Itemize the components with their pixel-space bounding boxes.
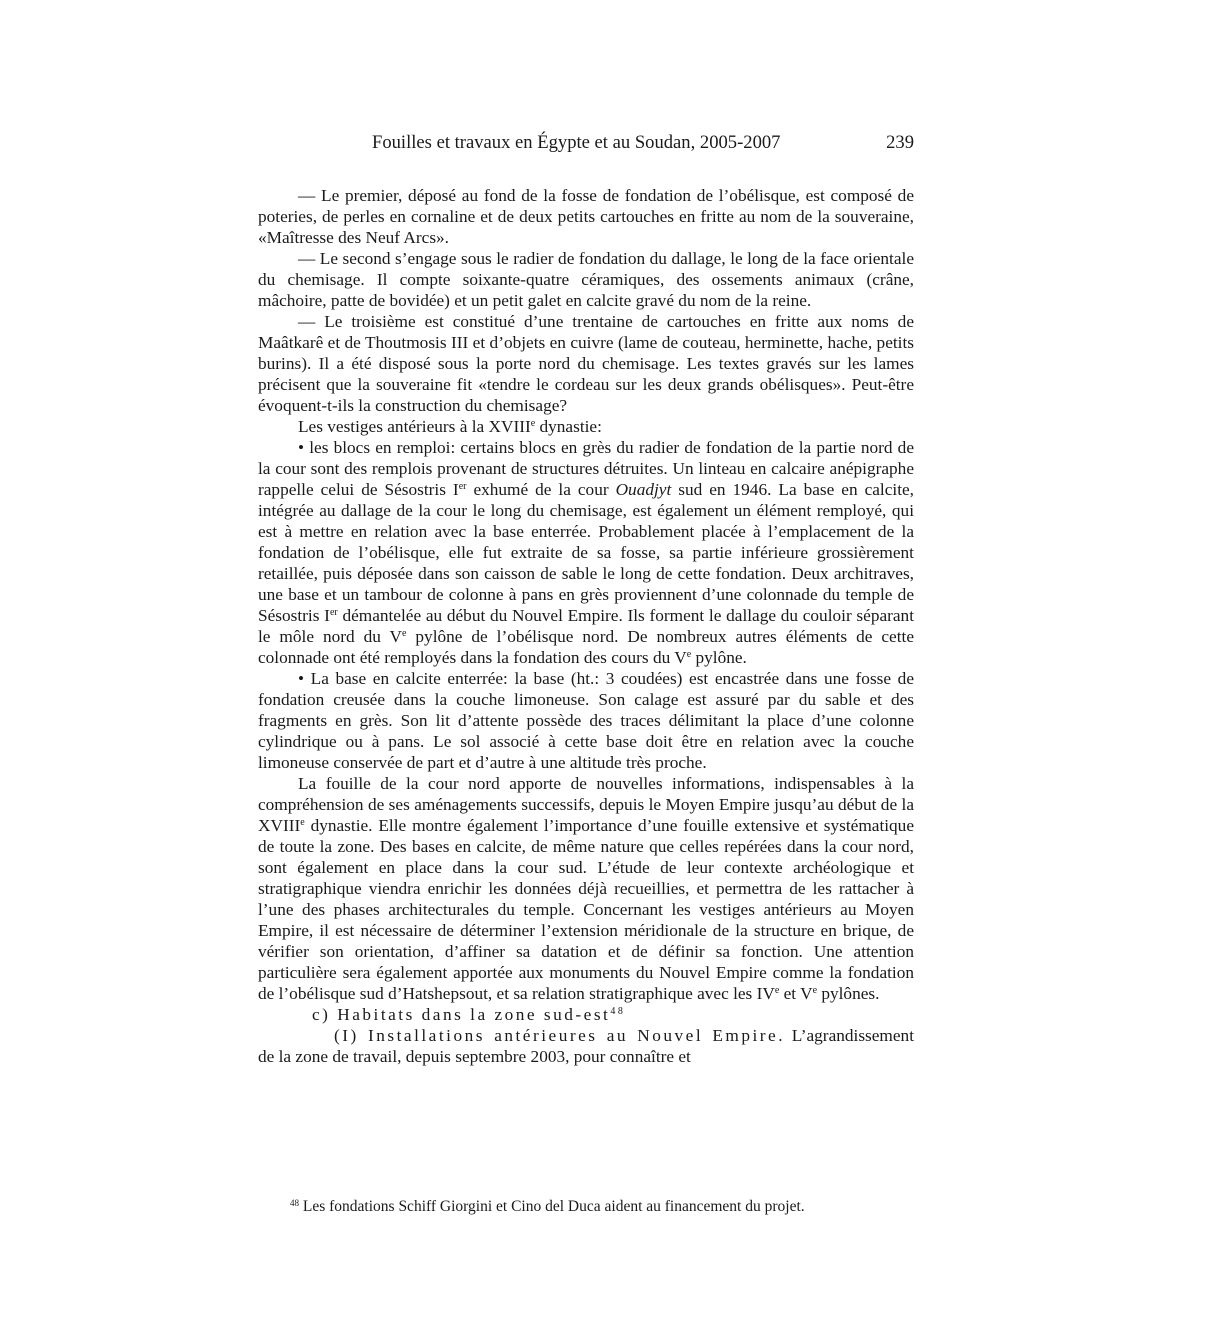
text-run: Les vestiges antérieurs à la XVIII <box>298 417 531 436</box>
footnote-text: Les fondations Schiff Giorgini et Cino del Duca aident au financement du projet. <box>302 1198 805 1215</box>
superscript: e <box>686 649 692 660</box>
text-run: pylônes. <box>817 984 880 1003</box>
text-run: La fouille de la cour nord apporte de nouvelles informations, indispensables à la compréhension de ses aménagements successifs, depuis le Moyen Empire jusqu’au début de la XVIII <box>258 774 914 835</box>
subheading: (I) Installations antérieures au Nouvel Empire. <box>334 1026 786 1045</box>
superscript: e <box>300 817 305 828</box>
text-run: L’agrandissement de la zone de travail, depuis septembre 2003, pour connaître et <box>258 1026 914 1066</box>
superscript: e <box>402 628 407 639</box>
text-run: exhumé de la cour <box>466 480 616 499</box>
superscript: er <box>329 607 338 618</box>
paragraph-earlier-remains <box>258 416 914 437</box>
superscript: e <box>812 985 818 996</box>
text-run: et V <box>779 984 813 1003</box>
paragraph-installations <box>258 1025 914 1067</box>
text-run: dynastie: <box>535 417 602 436</box>
paragraph-north-court <box>258 773 914 1004</box>
text-run: • les blocs en remploi: certains blocs en grès du radier de fondation de la partie nord de la cour sont des remplois provenant de structures détruites. Un linteau en calcaire anépigraphe rappelle celui de Sésostris I <box>258 438 914 499</box>
footnote <box>290 1197 930 1217</box>
text-run: démantelée au début du Nouvel Empire. Ils forment le dallage du couloir séparant le môle nord du V <box>258 606 914 646</box>
paragraph-reused-blocks <box>258 437 914 668</box>
section-heading-text: c) Habitats dans la zone sud-est <box>312 1005 611 1024</box>
footnote-number: 48 <box>290 1198 299 1208</box>
text-run: dynastie. Elle montre également l’importance d’une fouille extensive et systématique de toute la zone. Des bases en calcite, de même nature que celles repérées dans la cour nord, sont également en place dans la cour sud. L’étude de leur contexte archéologique et stratigraphique viendra enrichir les données déjà recueillies, et permettra de les rattacher à l’une des phases architecturales du temple. Concernant les vestiges antérieurs au Moyen Empire, il est nécessaire de déterminer l’extension méridionale de la structure en brique, de vérifier son orientation, d’affiner sa datation et de définir sa fonction. Une attention particulière sera également apportée aux monuments du Nouvel Empire comme la fondation de l’obélisque sud d’Hatshepsout, et sa relation stratigraphique avec les IV <box>258 816 914 1003</box>
text-run: sud en 1946. La base en calcite, intégrée au dallage de la cour le long du chemisage, est également un élément remployé, qui est à mettre en relation avec la base enterrée. Probablement placée à l’emplacement de la fondation de l’obélisque, elle fut extraite de sa fosse, sa partie inférieure grossièrement retaillée, puis déposée dans son caisson de sable le long de cette fondation. Deux architraves, une base et un tambour de colonne à pans en grès proviennent d’une colonnade du temple de Sésostris I <box>258 480 914 625</box>
paragraph-deposit-second: — Le second s’engage sous le radier de fondation du dallage, le long de la face orientale du chemisage. Il compte soixante-quatre céramiques, des ossements animaux (crâne, mâchoire, patte de bovidée) et un petit galet en calcite gravé du nom de la reine. <box>258 249 914 310</box>
text-run: pylône de l’obélisque nord. De nombreux autres éléments de cette colonnade ont été remployés dans la fondation des cours du V <box>258 627 914 667</box>
main-text <box>258 185 914 1067</box>
page-number: 239 <box>886 132 914 153</box>
running-head <box>258 131 914 155</box>
footnote-marker: 48 <box>610 1006 626 1017</box>
italic-term: Ouadjyt <box>615 480 672 499</box>
paragraph-deposit-first: — Le premier, déposé au fond de la fosse de fondation de l’obélisque, est composé de poteries, de perles en cornaline et de deux petits cartouches en fritte au nom de la souveraine, «Maîtresse des Neuf Arcs». <box>258 186 914 247</box>
superscript: e <box>774 985 780 996</box>
running-title: Fouilles et travaux en Égypte et au Soudan, 2005-2007 <box>372 132 781 153</box>
paragraph-deposit-third: — Le troisième est constitué d’une trentaine de cartouches en fritte aux noms de Maâtkarê et de Thoutmosis III et d’objets en cuivre (lame de couteau, herminette, hache, petits burins). Il a été disposé sous la porte nord du chemisage. Les textes gravés sur les lames précisent que la souveraine fit «tendre le cordeau sur les deux grands obélisques». Peut-être évoquent-t-ils la construction du chemisage? <box>258 312 914 415</box>
superscript: e <box>530 418 536 429</box>
paragraph-buried-base: • La base en calcite enterrée: la base (ht.: 3 coudées) est encastrée dans une fosse de fondation creusée dans la couche limoneuse. Son calage est assuré par du sable et des fragments en grès. Son lit d’attente possède des traces délimitant la place d’une colonne cylindrique ou à pans. Le sol associé à cette base doit être en relation avec la couche limoneuse conservée de part et d’autre à une altitude très proche. <box>258 669 914 772</box>
section-heading <box>258 1004 914 1025</box>
text-run: pylône. <box>691 648 747 667</box>
superscript: er <box>458 481 467 492</box>
